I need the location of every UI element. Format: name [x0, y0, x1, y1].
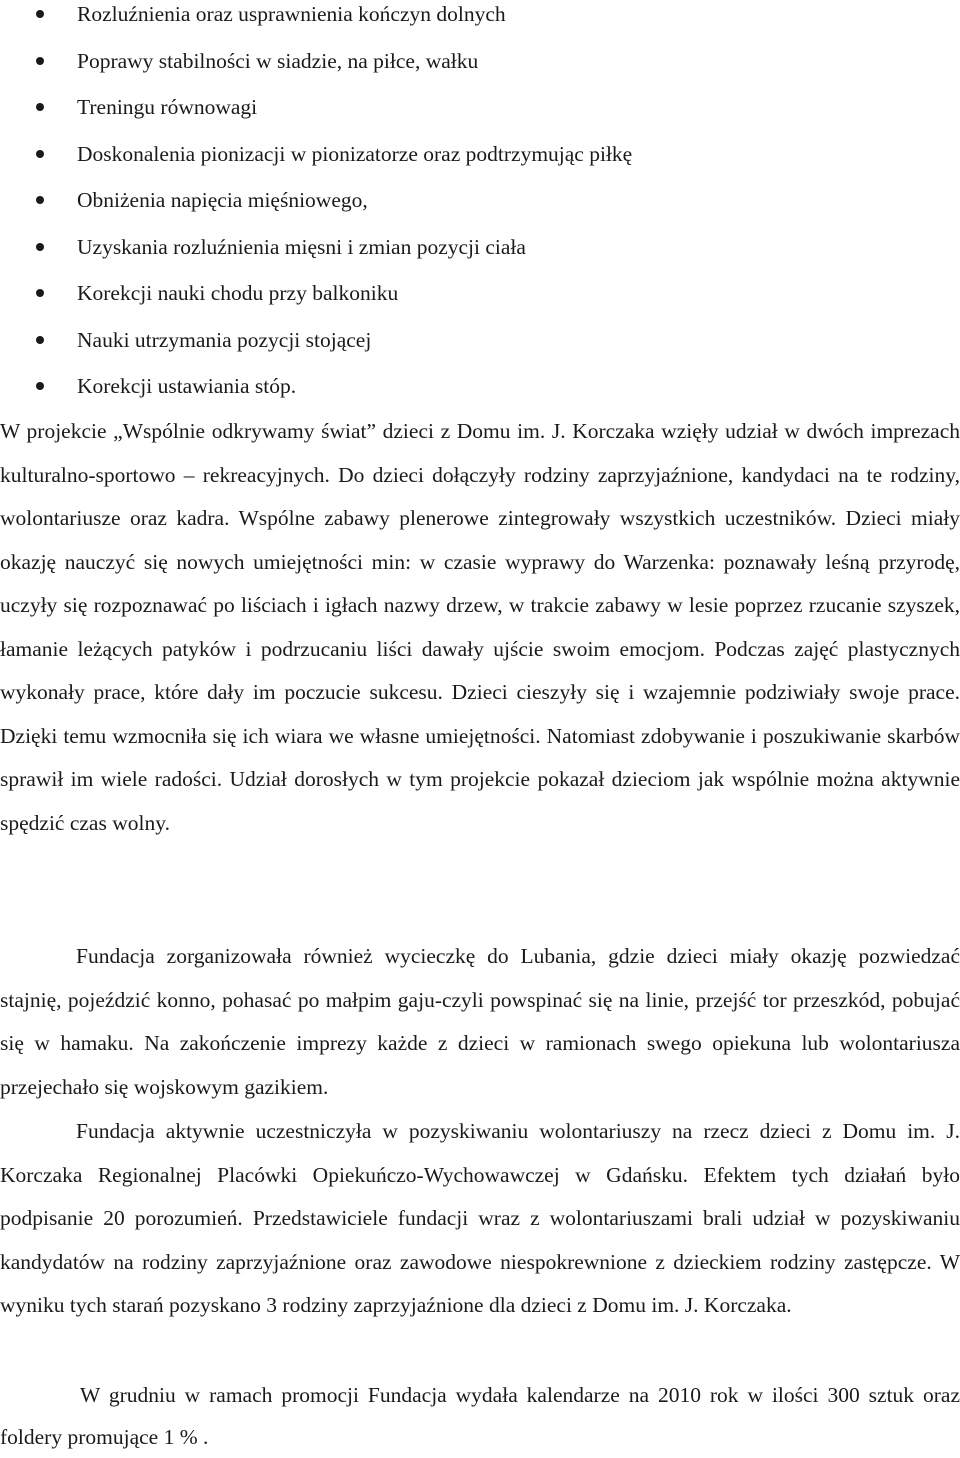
list-item [0, 186, 960, 233]
paragraph-trip: Fundacja zorganizowała również wycieczkę do Lubania, gdzie dzieci miały okazję pozwiedzać stajnię, pojeździć konno, pohasać po małpim gaju-czyli powspinać się na linie, przejść tor przeszkód, pobujać się w hamaku. Na zakończenie imprezy każde z dzieci w ramionach swego opiekuna lub wolontariusza przejechało się wojskowym gazikiem. [0, 944, 960, 1099]
list-item-text: Nauki utrzymania pozycji stojącej [77, 327, 372, 352]
bullet-dot-icon [36, 382, 44, 390]
list-item-text: Korekcji nauki chodu przy balkoniku [77, 281, 399, 305]
list-item-text: Obniżenia napięcia mięśniowego, [77, 188, 368, 212]
list-item-text: Korekcji ustawiania stóp. [77, 374, 297, 398]
bullet-list [0, 0, 960, 419]
list-item-text: Rozluźnienia oraz usprawnienia kończyn dolnych [77, 2, 506, 26]
bullet-dot-icon [36, 57, 44, 65]
paragraph-project: W projekcie „Wspólnie odkrywamy świat” dzieci z Domu im. J. Korczaka wzięły udział w dwóch imprezach kulturalno-sportowo – rekreacyjnych. Do dzieci dołączyły rodziny zaprzyjaźnione, kandydaci na te rodziny, wolontariusze oraz kadra. Wspólne zabawy plenerowe zintegrowały wszystkich uczestników. Dzieci miały okazję nauczyć się nowych umiejętności min: w czasie wyprawy do Warzenka: poznawały leśną przyrodę, uczyły się rozpoznawać po liściach i igłach nazwy drzew, w trakcie zabawy w lesie poprzez rzucanie szyszek, łamanie leżących patyków i podrzucaniu liści dawały ujście swoim emocjom. Podczas zajęć plastycznych wykonały prace, które dały im poczucie sukcesu. Dzieci cieszyły się i wzajemnie podziwiały swoje prace. Dzięki temu wzmocniła się ich wiara we własne umiejętności. Natomiast zdobywanie i poszukiwanie skarbów sprawił im wiele radości. Udział dorosłych w tym projekcie pokazał dzieciom jak wspólnie można aktywnie spędzić czas wolny. [0, 419, 960, 835]
list-item [0, 326, 960, 373]
list-item [0, 279, 960, 326]
bullet-dot-icon [36, 150, 44, 158]
list-item [0, 93, 960, 140]
list-item [0, 140, 960, 187]
paragraph-volunteers: Fundacja aktywnie uczestniczyła w pozyskiwaniu wolontariuszy na rzecz dzieci z Domu im. J. Korczaka Regionalnej Placówki Opiekuńczo-Wychowawczej w Gdańsku. Efektem tych działań było podpisanie 20 porozumień. Przedstawiciele fundacji wraz z wolontariuszami brali udział w pozyskiwaniu kandydatów na rodziny zaprzyjaźnione oraz zawodowe niespokrewnione z dzieckiem rodziny zastępcze. W wyniku tych starań pozyskano 3 rodziny zaprzyjaźnione dla dzieci z Domu im. J. Korczaka. [0, 1119, 960, 1317]
bullet-dot-icon [36, 103, 44, 111]
bullet-dot-icon [36, 243, 44, 251]
list-item-text: Treningu równowagi [77, 95, 258, 119]
bullet-dot-icon [36, 336, 44, 344]
bullet-dot-icon [36, 289, 44, 297]
list-item-text: Poprawy stabilności w siadzie, na piłce, wałku [77, 48, 479, 73]
paragraph-calendars: W grudniu w ramach promocji Fundacja wydała kalendarze na 2010 rok w ilości 300 sztuk oraz foldery promujące 1 % . [0, 1383, 960, 1449]
list-item [0, 233, 960, 280]
list-item [0, 0, 960, 47]
list-item-text: Uzyskania rozluźnienia mięsni i zmian pozycji ciała [77, 234, 526, 259]
list-item [0, 47, 960, 94]
bullet-dot-icon [36, 10, 44, 18]
list-item-text: Doskonalenia pionizacji w pionizatorze oraz podtrzymując piłkę [77, 141, 633, 166]
bullet-dot-icon [36, 196, 44, 204]
